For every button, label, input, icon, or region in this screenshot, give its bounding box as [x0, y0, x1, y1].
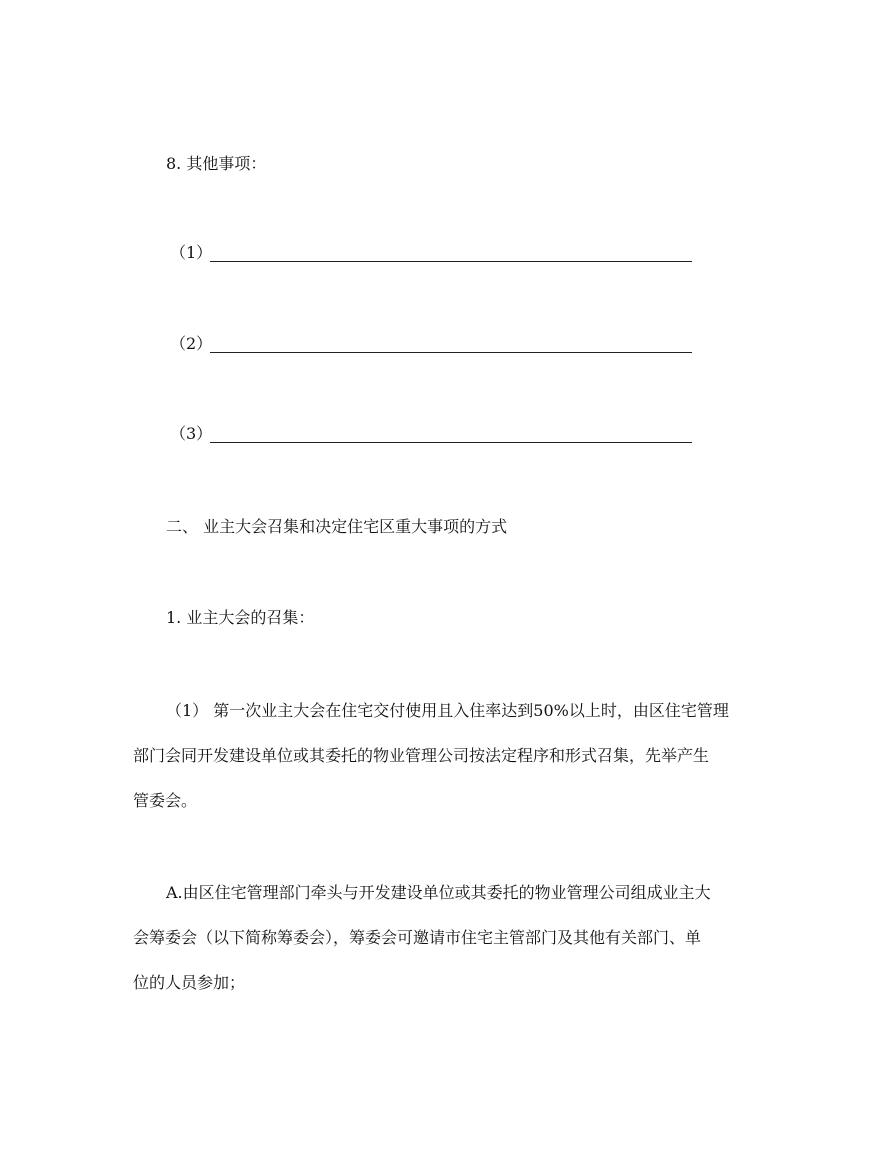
blank-label-3: （3）	[170, 424, 213, 443]
blank-line-2	[210, 352, 692, 353]
paragraph-a-line-1: A.由区住宅管理部门牵头与开发建设单位或其委托的物业管理公司组成业主大	[166, 883, 711, 902]
blank-line-1	[210, 261, 692, 262]
paragraph-a-line-3: 位的人员参加；	[133, 973, 246, 992]
blank-label-2: （2）	[170, 334, 213, 353]
item-1-heading: 1. 业主大会的召集：	[166, 608, 315, 627]
blank-label-1: （1）	[170, 243, 213, 262]
paragraph-1-line-1: （1） 第一次业主大会在住宅交付使用且入住率达到50%以上时，由区住宅管理	[166, 701, 729, 720]
paragraph-a-line-2: 会筹委会（以下简称筹委会），筹委会可邀请市住宅主管部门及其他有关部门、单	[133, 928, 702, 947]
item-8-heading: 8. 其他事项：	[166, 154, 267, 173]
blank-line-3	[210, 442, 692, 443]
section-2-heading: 二、 业主大会召集和决定住宅区重大事项的方式	[166, 517, 508, 536]
paragraph-1-line-2: 部门会同开发建设单位或其委托的物业管理公司按法定程序和形式召集，先举产生	[133, 746, 710, 765]
paragraph-1-line-3: 管委会。	[133, 791, 198, 810]
